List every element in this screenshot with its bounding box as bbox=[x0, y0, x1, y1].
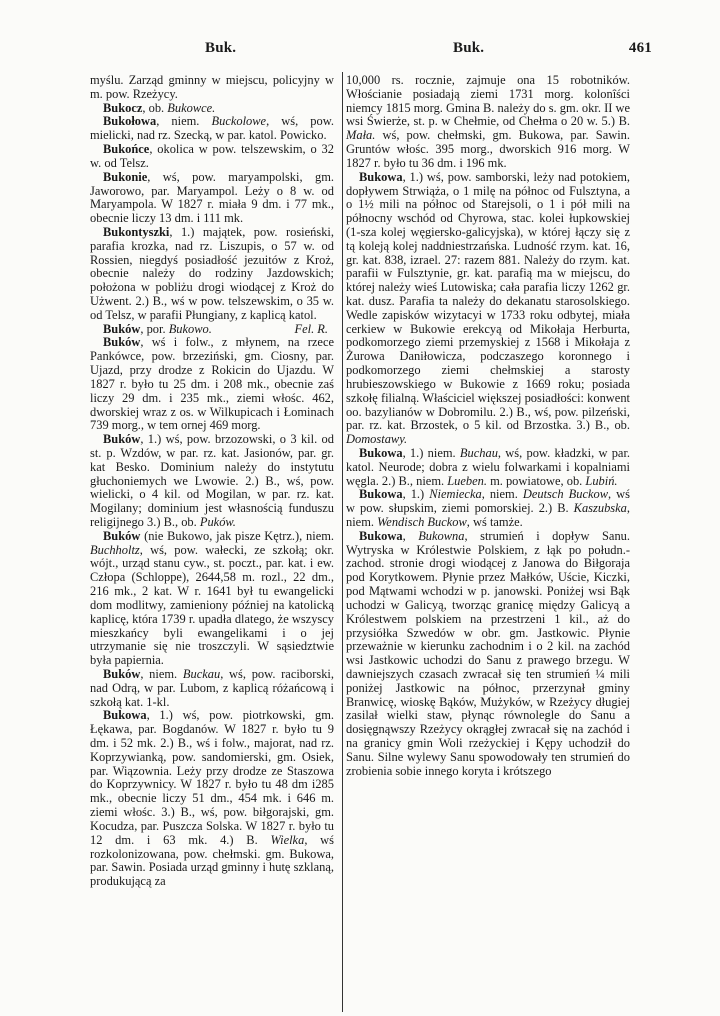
entry-text: , 1.) bbox=[402, 487, 430, 502]
entry-headword: Buków bbox=[103, 432, 141, 447]
entry-paragraph bbox=[346, 488, 630, 529]
italic-term: Kaszubska bbox=[573, 501, 627, 516]
entry-text: , 1.) wś, pow. samborski, leży nad potokiem, dopływem Strwiąża, o 1 milę na północ od Fulsztyna, a o 1½ mili na północ od Starejsoli, o 1 i pół mili na północny wschód od Chyrowa, stac. kolei łupkowskiej (1-sza kolej węgiersko-galicyjska), w której łączy się z tą koleją kolej naddniestrzańska. Ludność rzym. kat. 16, gr. kat. 838, izrael. 27: razem 881. Należy do rzym. kat. parafii w Fulsztynie, gr. kat. parafią ma w miejscu, do której należy wieś Lutowiska; cała parafia liczy 1262 gr. kat. dusz. Parafia ta należy do dekanatu starosolskiego. Wedle zapisków wizytacyi w 1733 roku odbytej, miała cerkiew w Bukowie erekcyą od Mikołaja Herburta, podkomorzego ziemi przemyskiej z 1568 i Mikołaja z Żurowa Daniłowicza, podczaszego koronnego i podkomorzego ziemi chełmskiej a starosty hrubieszowskiego w Bukowie z 1669 roku; posiada szkołę filialną. Właściciel większej posiadłości: konwent oo. bazylianów w Dobromilu. 2.) B., wś, pow. pilzeński, par. rz. kat. Brzostek, o 5 kil. od Brzostka. 3.) B., ob. bbox=[346, 169, 630, 433]
entry-paragraph bbox=[346, 74, 630, 171]
entry-text: , 1.) niem. bbox=[402, 445, 460, 460]
entry-text: , por. bbox=[140, 321, 169, 336]
entry-text: , strumień i dopływ Sanu. Wytryska w Królestwie Polskiem, z łąk po połudn.-zachod. stronie drogi wiodącej z Janowa do Biłgoraja pod Korytkowem. Płynie przez Małków, Uście, Kiczki, pod Mątwami wchodzi w p. janowski. Poniżej wsi Bąk uchodzi w Galicyą, tworząc granicę między Galicyą a Królestwem polskiem na przestrzeni 1 kil., aż do przysiółka Szwedów w obr. gm. Jastkowic. Płynie przeważnie w kierunku zachodnim i o 2 kil. na zachód wsi Jastkowic uchodzi do Sanu z prawego brzegu. W dawniejszych czasach zwracał się ten strumień ¼ mili poniżej Jastkowic na północ, przerzynał gminy Branwicę, wioskę Bąków, Mużyków, w Rzeżycy długiej zasilał wielki staw, płynąc równolegle do Sanu a dosięgnąwszy Rzeżycy okrągłej zwracał się na zachód i na granicy gmin Woli rzeżyckiej i Kępy uchodził do Sanu. Silne wylewy Sanu spowodowały ten strumień do zrobienia sobie innego koryta i krótszego bbox=[346, 528, 630, 778]
entry-paragraph bbox=[90, 74, 334, 102]
entry-text: , wś w pow. słupskim, ziemi pomorskiej. 2.) B. bbox=[346, 487, 630, 516]
entry-headword: Buków bbox=[103, 528, 141, 543]
italic-term: Buckau bbox=[182, 666, 221, 681]
entry-text: , wś, pow. kładzki, w par. katol. Neurode; dobra z wielu folwarkami i kopalniami węgla. 2.) B., niem. bbox=[346, 445, 631, 488]
entry-text: , 1.) wś, pow. brzozowski, o 3 kil. od st. p. Wzdów, w par. rz. kat. Jasionów, par. gr. kat Besko. Dominium należy do instytutu głuchoniemych we Lwowie. 2.) B., wś, pow. wielicki, o 4 kil. od Mogilan, w par. rz. kat. Mogilany; dominium jest własnością funduszu religijnego 3.) B., ob. bbox=[90, 432, 334, 529]
italic-term: Wendisch Buckow bbox=[377, 515, 467, 529]
right-column bbox=[346, 74, 630, 778]
italic-term: Bukowo. bbox=[168, 321, 212, 336]
entry-paragraph bbox=[90, 171, 334, 226]
italic-term: Buckolowe bbox=[211, 114, 267, 129]
entry-text: , ob. bbox=[142, 100, 168, 115]
entry-paragraph bbox=[90, 709, 334, 889]
entry-text: , bbox=[402, 528, 419, 543]
entry-headword: Buków bbox=[103, 335, 141, 350]
entry-text: , 1.) majątek, pow. rosieński, parafia krozka, nad rz. Liszupis, o 57 w. od Rossien, niegdyś posiadłość jezuitów z Kroż, obecnie należy do rodziny Jazdowskich; położona w pobliżu drogi wiodącej z Kroż do Użwent. 2.) B., wś w pow. telszewskim, o 35 w. od Telsz, w parafii Płungiany, z kaplicą katol. bbox=[90, 224, 334, 322]
author-signature: Fel. R. bbox=[294, 321, 328, 336]
entry-text: , niem. bbox=[156, 114, 212, 129]
entry-text: , wś, pow. raciborski, nad Odrą, w par. Lubom, z kaplicą różańcową i szkołą kat. 1-kl. bbox=[90, 666, 334, 709]
italic-term: Niemiecka bbox=[429, 487, 482, 502]
italic-term: Bukowna bbox=[418, 528, 465, 543]
italic-term: Mała. bbox=[346, 128, 376, 143]
entry-text: , wś, pow. mielicki, nad rz. Szecką, w par. katol. Powicko. bbox=[90, 114, 335, 143]
italic-term: Puków. bbox=[199, 515, 236, 529]
entry-paragraph bbox=[90, 102, 334, 116]
entry-text: , wś tamże. bbox=[466, 515, 523, 529]
entry-headword: Bukonie bbox=[103, 169, 148, 184]
entry-text: , niem. bbox=[140, 666, 183, 681]
entry-paragraph bbox=[346, 171, 630, 447]
entry-headword: Bukocz bbox=[103, 100, 143, 115]
italic-term: Bukowce. bbox=[167, 100, 216, 115]
running-head-left: Buk. bbox=[205, 40, 237, 56]
entry-paragraph bbox=[90, 336, 334, 433]
entry-text: , wś, pow. wałecki, ze szkołą; okr. wójt., urząd stanu cyw., st. poczt., par. kat. i ew. Człopa (Schloppe), 2644,58 m. rozl., 22 dm., 216 mk., 2 kat. W r. 1641 był tu ewangelicki dom modlitwy, zamieniony później na katolicką kaplicę, która 1739 r. upadła dlatego, że wszyscy mieszkańcy byli ewangelikami i o jej utrzymanie się nie troszczyli. W sąsiedztwie była papiernia. bbox=[90, 542, 334, 668]
entry-text: , okolica w pow. telszewskim, o 32 w. od Telsz. bbox=[90, 142, 334, 170]
italic-term: Buchau bbox=[459, 445, 498, 460]
entry-paragraph bbox=[90, 115, 334, 143]
entry-text: , 1.) wś, pow. piotrkowski, gm. Łękawa, par. Bogdanów. W 1827 r. było tu 9 dm. i 52 mk. 2.) B., wś i folw., majorat, nad rz. Koprzywianką, pow. sandomierski, gm. Osiek, par. Wiązownia. Leży przy drodze ze Staszowa do Koprzywnicy. W 1827 r. było tu 48 dm i285 mk., obecnie liczy 51 dm., 454 mk. i 646 m. ziemi włośc. 3.) B., wś, pow. biłgorajski, gm. Kocudza, par. Puszcza Solska. W 1827 r. było tu 12 dm. i 63 mk. 4.) B. bbox=[90, 708, 334, 847]
entry-paragraph bbox=[90, 668, 334, 709]
entry-headword: Bukowa bbox=[359, 487, 403, 502]
italic-term: Domostawy. bbox=[346, 432, 408, 447]
entry-headword: Bukołowa bbox=[103, 114, 157, 129]
entry-headword: Buków bbox=[103, 321, 141, 336]
italic-term: Lubiń. bbox=[585, 473, 618, 488]
left-column bbox=[90, 74, 334, 889]
running-head-center: Buk. bbox=[453, 40, 485, 56]
entry-headword: Bukowa bbox=[359, 528, 403, 543]
entry-paragraph bbox=[346, 530, 630, 779]
entry-text: , wś rozkolonizowana, pow. chełmski. gm. Bukowa, par. Sawin. Posiada urząd gminny i hutę szklaną, produkującą za bbox=[90, 832, 334, 889]
entry-headword: Bukowa bbox=[359, 169, 403, 184]
entry-headword: Bukońce bbox=[103, 142, 150, 157]
column-divider bbox=[342, 72, 343, 1012]
entry-headword: Bukowa bbox=[359, 445, 403, 460]
entry-text: m. powiatowe, ob. bbox=[486, 473, 586, 488]
entry-paragraph bbox=[90, 433, 334, 530]
entry-text: 10,000 rs. rocznie, zajmuje ona 15 robotników. Włościanie posiadają ziemi 1731 morg. kolonîści niemcy 1815 morg. Gmina B. należy do s. gm. okr. II we wsi Świerże, st. p. w Chełmie, od Chełma o 20 w. 5.) B. bbox=[346, 73, 630, 129]
entry-text: myślu. Zarząd gminny w miejscu, policyjny w m. pow. Rzeżycy. bbox=[90, 73, 334, 101]
italic-term: Wielka bbox=[270, 832, 305, 847]
entry-text: , niem. bbox=[481, 487, 523, 502]
entry-text: , niem. bbox=[346, 501, 630, 529]
entry-paragraph bbox=[346, 447, 630, 488]
italic-term: Lueben. bbox=[447, 473, 487, 488]
entry-paragraph bbox=[90, 530, 334, 668]
entry-headword: Buków bbox=[103, 666, 141, 681]
entry-text: (nie Bukowo, jak pisze Kętrz.), niem. bbox=[140, 528, 334, 543]
entry-headword: Bukontyszki bbox=[103, 224, 170, 239]
entry-text: wś, pow. chełmski, gm. Bukowa, par. Sawin. Gruntów włośc. 395 morg., dworskich 916 morg. W 1827 r. było tu 36 dm. i 196 mk. bbox=[346, 128, 630, 170]
entry-text: , wś, pow. maryampolski, gm. Jaworowo, par. Maryampol. Leży o 8 w. od Maryampola. W 1827 r. miała 9 dm. i 77 mk., obecnie liczy 13 dm. i 111 mk. bbox=[90, 169, 334, 226]
page-number: 461 bbox=[628, 40, 652, 56]
italic-term: Buchholtz bbox=[90, 542, 140, 557]
entry-text: , wś i folw., z młynem, na rzece Pankówce, pow. brzeziński, gm. Ciosny, par. Ujazd, przy drodze z Rokicin do Ujazdu. W 1827 r. było tu 25 dm. i 208 mk., obecnie zaś liczy 29 dm. i 235 mk., ziemi włośc. 462, dworskiej wraz z os. w Wilkupicach i Łominach 739 morg., w tem ornej 469 morg. bbox=[90, 335, 334, 433]
entry-paragraph bbox=[90, 143, 334, 171]
entry-headword: Bukowa bbox=[103, 708, 147, 723]
italic-term: Deutsch Buckow bbox=[522, 487, 609, 502]
